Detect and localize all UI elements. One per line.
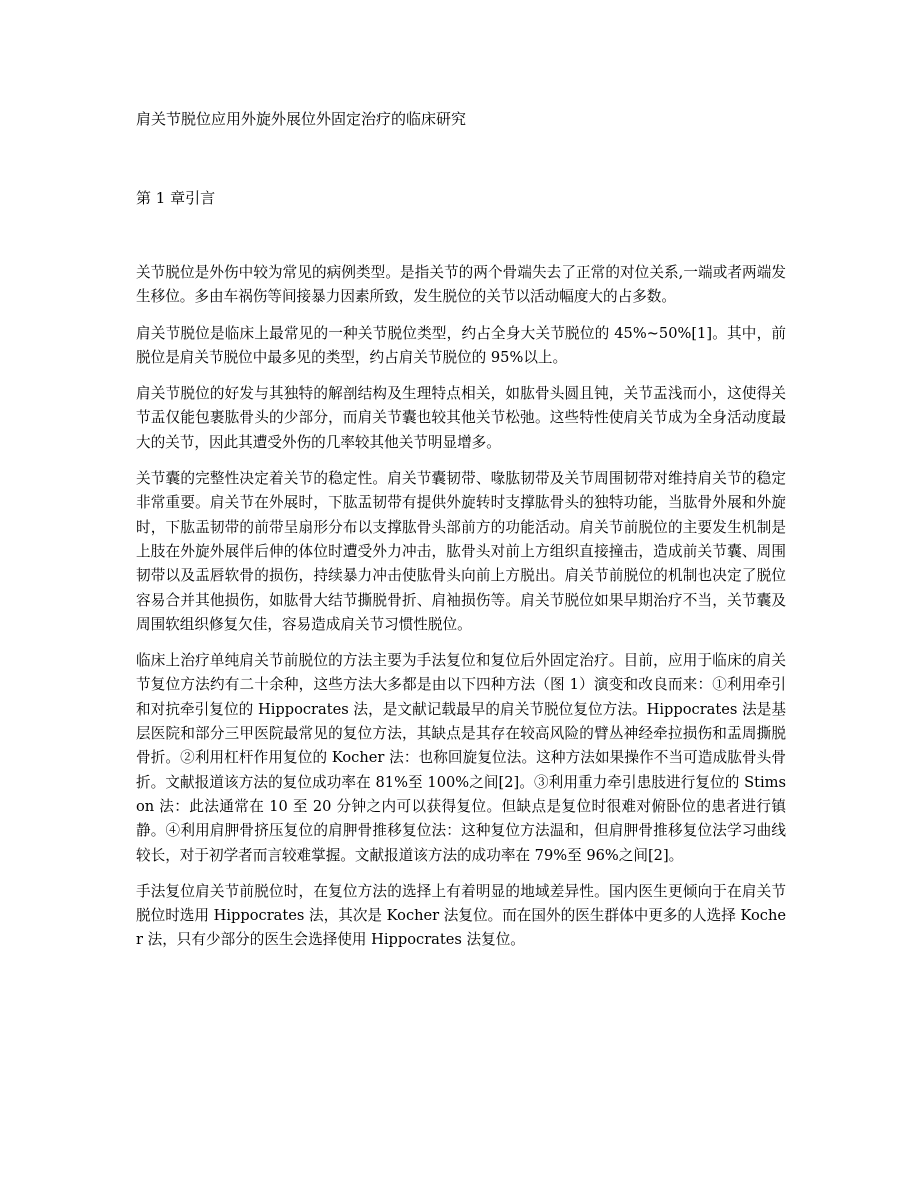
body-text bbox=[136, 261, 786, 965]
paragraph: 关节囊的完整性决定着关节的稳定性。肩关节囊韧带、喙肱韧带及关节周围韧带对维持肩关节的稳定非常重要。肩关节在外展时，下肱盂韧带有提供外旋转时支撑肱骨头的独特功能，当肱骨外展和外旋时，下肱盂韧带的前带呈扇形分布以支撑肱骨头部前方的功能活动。肩关节前脱位的主要发生机制是上肢在外旋外展伴后伸的体位时遭受外力冲击，肱骨头对前上方组织直接撞击，造成前关节囊、周围韧带以及盂唇软骨的损伤，持续暴力冲击使肱骨头向前上方脱出。肩关节前脱位的机制也决定了脱位容易合并其他损伤，如肱骨大结节撕脱骨折、肩袖损伤等。肩关节脱位如果早期治疗不当，关节囊及周围软组织修复欠佳，容易造成肩关节习惯性脱位。 bbox=[136, 470, 786, 633]
chapter-heading: 第 1 章引言 bbox=[136, 189, 216, 207]
paragraph: 手法复位肩关节前脱位时，在复位方法的选择上有着明显的地域差异性。国内医生更倾向于在肩关节脱位时选用 Hippocrates 法，其次是 Kocher 法复位。而在国外的医生群体中更多的人选择 Kocher 法，只有少部分的医生会选择使用 Hippocrates 法复位。 bbox=[136, 882, 786, 949]
paragraph: 肩关节脱位是临床上最常见的一种关节脱位类型，约占全身大关节脱位的 45%~50%[1]。其中，前脱位是肩关节脱位中最多见的类型，约占肩关节脱位的 95%以上。 bbox=[136, 324, 786, 366]
paragraph: 临床上治疗单纯肩关节前脱位的方法主要为手法复位和复位后外固定治疗。目前，应用于临床的肩关节复位方法约有二十余种，这些方法大多都是由以下四种方法（图 1）演变和改良而来：①利用牵引和对抗牵引复位的 Hippocrates 法，是文献记载最早的肩关节脱位复位方法。Hippocrates 法是基层医院和部分三甲医院最常见的复位方法，其缺点是其存在较高风险的臂丛神经牵拉损伤和盂周撕脱骨折。②利用杠杆作用复位的 Kocher 法：也称回旋复位法。这种方法如果操作不当可造成肱骨头骨折。文献报道该方法的复位成功率在 81%至 100%之间[2]。③利用重力牵引患肢进行复位的 Stimson 法：此法通常在 10 至 20 分钟之内可以获得复位。但缺点是复位时很难对俯卧位的患者进行镇静。④利用肩胛骨挤压复位的肩胛骨推移复位法：这种复位方法温和，但肩胛骨推移复位法学习曲线较长，对于初学者而言较难掌握。文献报道该方法的成功率在 79%至 96%之间[2]。 bbox=[136, 652, 786, 864]
paragraph: 肩关节脱位的好发与其独特的解剖结构及生理特点相关，如肱骨头圆且钝，关节盂浅而小，这使得关节盂仅能包裹肱骨头的少部分，而肩关节囊也较其他关节松弛。这些特性使肩关节成为全身活动度最大的关节，因此其遭受外伤的几率较其他关节明显增多。 bbox=[136, 385, 786, 451]
document-title: 肩关节脱位应用外旋外展位外固定治疗的临床研究 bbox=[136, 110, 467, 128]
paragraph: 关节脱位是外伤中较为常见的病例类型。是指关节的两个骨端失去了正常的对位关系,一端或者两端发生移位。多由车祸伤等间接暴力因素所致，发生脱位的关节以活动幅度大的占多数。 bbox=[136, 264, 786, 306]
